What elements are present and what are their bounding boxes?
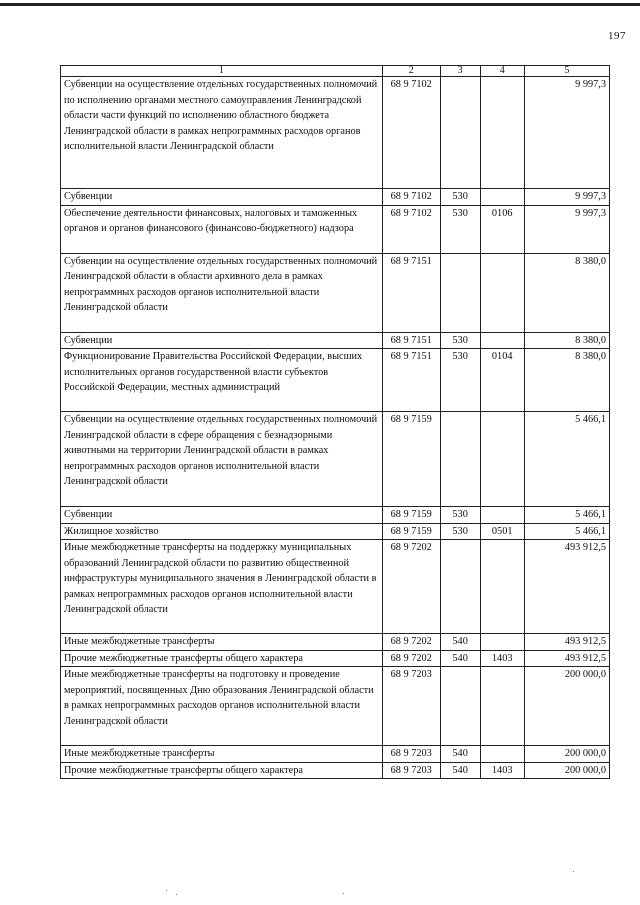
table-row (61, 189, 610, 206)
row-expense-type-cell: 540 (440, 762, 480, 779)
row-name-cell: Прочие межбюджетные трансферты общего характера (61, 762, 383, 779)
row-amount-cell: 200 000,0 (524, 667, 609, 746)
row-expense-type-cell: 530 (440, 349, 480, 412)
row-expense-type-cell: 540 (440, 650, 480, 667)
row-expense-type-cell (440, 77, 480, 189)
row-expense-type-cell: 530 (440, 189, 480, 206)
row-expense-type-cell: 530 (440, 332, 480, 349)
table-row (61, 77, 610, 189)
row-name-cell: Субвенции на осуществление отдельных государственных полномочий по исполнению органами местного самоуправления Ленинградской области части функций по исполнению областного бюджета Ленинградской области в рамках непрограммных расходов органов исполнительной власти Ленинградской области (61, 77, 383, 189)
row-name-cell: Иные межбюджетные трансферты на поддержку муниципальных образований Ленинградской области по развитию общественной инфраструктуры муниципального значения в Ленинградской области в рамках непрограммных расходов органов исполнительной власти Ленинградской области (61, 540, 383, 634)
row-expense-type-cell (440, 667, 480, 746)
budget-table (60, 65, 610, 779)
row-section-cell: 0106 (480, 205, 524, 253)
row-name-cell: Иные межбюджетные трансферты (61, 746, 383, 763)
table-row (61, 650, 610, 667)
row-code-cell: 68 9 7159 (382, 412, 440, 507)
row-name-cell: Субвенции на осуществление отдельных государственных полномочий Ленинградской области в сфере обращения с безнадзорными животными на территории Ленинградской области в рамках непрограммных расходов органов исполнительной власти Ленинградской области (61, 412, 383, 507)
row-code-cell: 68 9 7202 (382, 540, 440, 634)
row-section-cell (480, 332, 524, 349)
row-code-cell: 68 9 7151 (382, 253, 440, 332)
row-section-cell (480, 77, 524, 189)
row-code-cell: 68 9 7102 (382, 205, 440, 253)
row-code-cell: 68 9 7159 (382, 523, 440, 540)
row-expense-type-cell: 530 (440, 507, 480, 524)
row-amount-cell: 493 912,5 (524, 650, 609, 667)
column-header: 4 (480, 66, 524, 77)
row-code-cell: 68 9 7203 (382, 762, 440, 779)
header-row (61, 66, 610, 77)
row-amount-cell: 493 912,5 (524, 540, 609, 634)
row-expense-type-cell: 530 (440, 205, 480, 253)
row-code-cell: 68 9 7202 (382, 634, 440, 651)
table-row (61, 746, 610, 763)
row-code-cell: 68 9 7202 (382, 650, 440, 667)
page-number: 197 (608, 30, 626, 42)
row-name-cell: Субвенции (61, 507, 383, 524)
table-row (61, 205, 610, 253)
row-amount-cell: 493 912,5 (524, 634, 609, 651)
column-header: 3 (440, 66, 480, 77)
row-name-cell: Прочие межбюджетные трансферты общего характера (61, 650, 383, 667)
row-name-cell: Обеспечение деятельности финансовых, налоговых и таможенных органов и органов финансового (финансово-бюджетного) надзора (61, 205, 383, 253)
row-name-cell: Иные межбюджетные трансферты (61, 634, 383, 651)
row-code-cell: 68 9 7203 (382, 746, 440, 763)
row-section-cell (480, 540, 524, 634)
row-amount-cell: 9 997,3 (524, 205, 609, 253)
table-row (61, 634, 610, 651)
row-name-cell: Субвенции (61, 189, 383, 206)
row-code-cell: 68 9 7102 (382, 77, 440, 189)
row-name-cell: Функционирование Правительства Российской Федерации, высших исполнительных органов государственной власти субъектов Российской Федерации, местных администраций (61, 349, 383, 412)
row-expense-type-cell: 530 (440, 523, 480, 540)
top-border-line (0, 3, 640, 6)
row-amount-cell: 5 466,1 (524, 412, 609, 507)
table-row (61, 412, 610, 507)
table-row (61, 523, 610, 540)
row-amount-cell: 8 380,0 (524, 349, 609, 412)
row-section-cell (480, 667, 524, 746)
table-row (61, 332, 610, 349)
row-amount-cell: 8 380,0 (524, 253, 609, 332)
row-code-cell: 68 9 7151 (382, 349, 440, 412)
scan-speck (166, 890, 167, 891)
row-amount-cell: 200 000,0 (524, 746, 609, 763)
row-amount-cell: 200 000,0 (524, 762, 609, 779)
row-section-cell (480, 189, 524, 206)
row-code-cell: 68 9 7102 (382, 189, 440, 206)
row-expense-type-cell: 540 (440, 634, 480, 651)
table-row (61, 507, 610, 524)
column-header: 5 (524, 66, 609, 77)
table-row (61, 540, 610, 634)
row-section-cell: 1403 (480, 762, 524, 779)
table-row (61, 762, 610, 779)
row-section-cell (480, 746, 524, 763)
row-code-cell: 68 9 7159 (382, 507, 440, 524)
row-name-cell: Субвенции (61, 332, 383, 349)
row-code-cell: 68 9 7151 (382, 332, 440, 349)
row-section-cell: 1403 (480, 650, 524, 667)
row-section-cell (480, 253, 524, 332)
row-section-cell: 0501 (480, 523, 524, 540)
scan-speck (176, 894, 177, 895)
row-expense-type-cell (440, 253, 480, 332)
row-section-cell (480, 412, 524, 507)
table-row (61, 667, 610, 746)
row-name-cell: Жилищное хозяйство (61, 523, 383, 540)
row-expense-type-cell: 540 (440, 746, 480, 763)
table-row (61, 349, 610, 412)
row-amount-cell: 5 466,1 (524, 523, 609, 540)
row-section-cell (480, 634, 524, 651)
row-section-cell (480, 507, 524, 524)
row-section-cell: 0104 (480, 349, 524, 412)
row-expense-type-cell (440, 540, 480, 634)
row-name-cell: Иные межбюджетные трансферты на подготовку и проведение мероприятий, посвященных Дню образования Ленинградской области в рамках непрограммных расходов органов исполнительной власти Ленинградской области (61, 667, 383, 746)
row-amount-cell: 9 997,3 (524, 77, 609, 189)
column-header: 2 (382, 66, 440, 77)
row-amount-cell: 9 997,3 (524, 189, 609, 206)
row-amount-cell: 5 466,1 (524, 507, 609, 524)
row-expense-type-cell (440, 412, 480, 507)
scan-speck (343, 893, 344, 894)
row-amount-cell: 8 380,0 (524, 332, 609, 349)
row-code-cell: 68 9 7203 (382, 667, 440, 746)
column-header: 1 (61, 66, 383, 77)
row-name-cell: Субвенции на осуществление отдельных государственных полномочий Ленинградской области в области архивного дела в рамках непрограммных расходов органов исполнительной власти Ленинградской области (61, 253, 383, 332)
table-row (61, 253, 610, 332)
scan-speck (573, 871, 574, 872)
